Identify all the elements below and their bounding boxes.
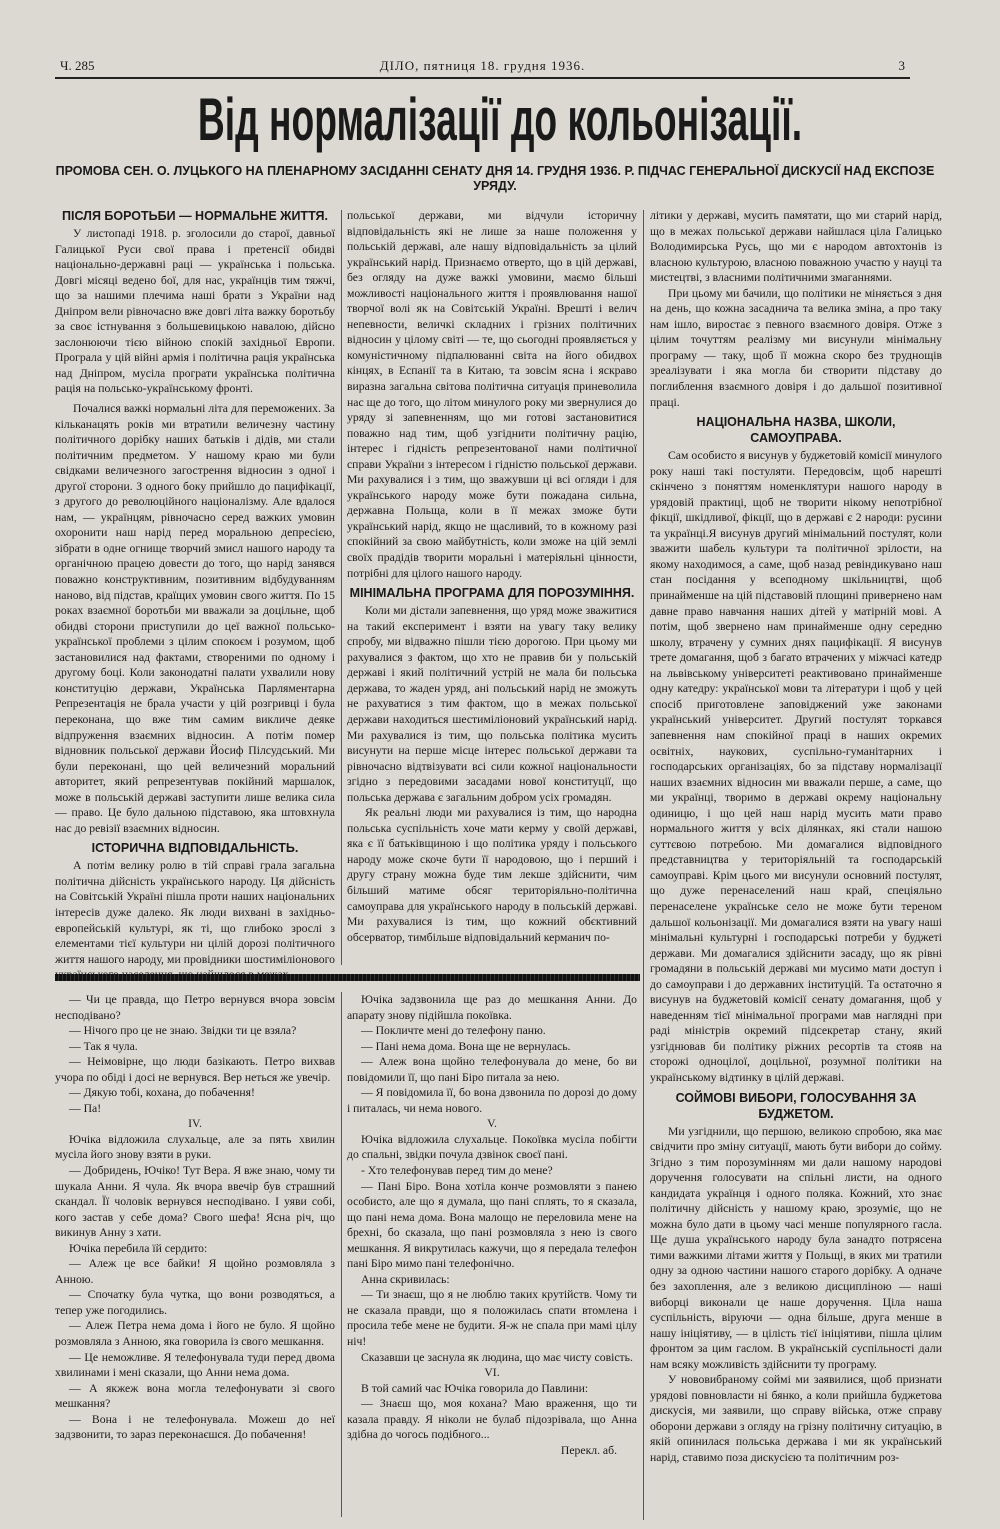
dialogue-line: — Так я чула. bbox=[69, 1039, 138, 1053]
dialogue-line: — Нічого про це не знаю. Звідки ти це взяла? bbox=[69, 1024, 297, 1038]
article-column-2 bbox=[347, 208, 637, 966]
dialogue-line: — А якжеж вона могла телефонувати зі свого мешкання? bbox=[55, 1381, 335, 1411]
dialogue-line: — Спочатку була чутка, що вони розводяться, а тепер уже погодились. bbox=[55, 1288, 335, 1317]
dialogue-line: — Алеж Петра нема дома і його не було. Я щойно розмовляла з Анною, яка говорила із свого мешкання. bbox=[55, 1319, 335, 1349]
paragraph: А потім велику ролю в тій справі грала загальна політична дійсність українського народу. Ця дійсність на Совітській Україні пішла проти наших національних інтересів дуже далеко. Як люди вихвані в західньо-европейській культурі, як ті, що глибоко зрослі з елементами тієї культури ни цілій дорозі політичного життя нашого народу, ми провідники шостиміліонового bbox=[55, 859, 335, 966]
dialogue-line: — Алеж вона щойно телефонувала до мене, бо ви повідомили її, що пані Біро питала за нею. bbox=[347, 1055, 637, 1084]
dialogue-line: Ючіка задзвонила ще раз до мешкання Анни. До апарату знову підійшла покоївка. bbox=[347, 993, 637, 1022]
section-heading: НАЦІОНАЛЬНА НАЗВА, ШКОЛИ, САМОУПРАВА. bbox=[696, 415, 896, 446]
dialogue-line: — Я повідомила її, бо вона дзвонила по дорозі до дому і питалась, чи нема нового. bbox=[347, 1086, 637, 1115]
dialogue-line: Ючіка перебила їй сердито: bbox=[69, 1241, 208, 1255]
dialogue-line: Ючіка відложила слухальце. Покоївка мусіла побігти до спальні, звідки почула дзвінок своєї пані. bbox=[347, 1132, 637, 1162]
dialogue-line: — Добридень, Ючіко! Тут Вера. Я вже знаю, чому ти шукала Анни. Я чула. Як вчора ввечір був страшний скандал. Її чоловік вернувся несподівано. І уяви собі, кого застав у себе дома? Свого шефа! Ясна річ, що викинув Анну з хати. bbox=[55, 1164, 335, 1240]
section-heading: ПІСЛЯ БОРОТЬБИ — НОРМАЛЬНЕ ЖИТТЯ. bbox=[62, 209, 328, 223]
dialogue-line: — Пані нема дома. Вона ще не вернулась. bbox=[361, 1039, 571, 1053]
feuilleton-separator bbox=[55, 974, 640, 981]
column-divider bbox=[643, 210, 644, 1520]
section-heading: СОЙМОВІ ВИБОРИ, ГОЛОСУВАННЯ ЗА БУДЖЕТОМ. bbox=[675, 1090, 917, 1121]
chapter-number: VI. bbox=[484, 1366, 500, 1380]
dialogue-line: Анна скривилась: bbox=[361, 1272, 450, 1286]
chapter-number: V. bbox=[487, 1117, 497, 1131]
column-divider bbox=[341, 210, 342, 965]
column-divider bbox=[341, 992, 342, 1517]
page-number: 3 bbox=[898, 58, 905, 73]
article-column-3 bbox=[650, 208, 942, 1520]
dialogue-line: — Чи це правда, що Петро вернувся вчора зовсім несподівано? bbox=[55, 993, 335, 1022]
page-header bbox=[55, 57, 910, 79]
paragraph: Почалися важкі нормальні літа для переможених. За кільканацять років ми втратили величезну частину політичного дорібку наших батьків і дідів, ми стали політичним предметом. У нашому краю ми були свідками величезного загострення відносин з одної і другої сторони. З одного боку прийшло до пацифікації, з другого до революційного націоналізму. Але вдалося нам, — українцям, рівночасно серед важких умовин охоронити наш нарід перед моральною депресією, зібрати в одне огнище творчий змисл нашого народу та органічною працею довести до того, що нарід занявся поважно конструктивним, позитивним відбудуванням наново, від підстав, країщих умовин свого життя. По 15 роках взаємної боротьби ми вважали за доцільне, щоб обидві сторони приступили до цеї важної польсько-української проблеми з цілим спокоєм і розумом, щоб застановилися над фактами, створеними по одному і другому боці. Коли законодатні палати ухвалили нову конституцію держави, Українська Парляментарна Репрезентація не брала участи у цій розгривці і була переконана, що вже тим самим викличе деяке відпруження взаємних відносин. А потім помер відновник польської держави Йосиф Пілсудський. Ми були переконані, що цей величезний моральний авторитет, який репрезентував покійний маршалок, може в польській державі заступити лише велика сила — право. Це було дальною підставою, яка штовхнула нас до ревізії взаємних відносин. bbox=[55, 402, 335, 835]
paragraph: При цьому ми бачили, що політики не міняється з дня на день, що кожна засаднича та велика зміна, а про таку нам ішло, виростає з певного взаємного довіря. Отже з цілим точуттям реалізму ми висунули мінімальну програму — таку, щоб її можна скоро без труднощів зреалізувати і яка могла би створити підставу до поглиблення взаємного довіря і до дальшої позитивної праці. bbox=[650, 286, 942, 409]
translator-signature: Перекл. аб. bbox=[560, 1443, 617, 1457]
dialogue-line: — Пані Біро. Вона хотіла конче розмовляти з панею особисто, але що я думала, що пані сплять, то я сказала, що пані нема дома. Вона малощо не переловила мене на брехні, бо сказала, що пані розмовляла з нею із свого мешкання. Я викрутилась кажучи, що я передала телефон пані Біро мимо пані телефонічно. bbox=[347, 1179, 637, 1271]
dialogue-line: — Покличте мені до телефону паню. bbox=[361, 1024, 546, 1038]
paragraph: У листопаді 1918. р. зголосили до старої, давньої Галицької Руси свої права і претенсії обидві національно-державні раці — українська і польська. Довгі місяці ведено бої, для нас, українців тим тяжчі, що за нашими плечима наші брати з України над Дніпром вели рівночасно вже довгі літа важку боротьбу за своє істнування з большевицькою навалою, дійсно заслонюючи тією війною спокій західньої Европи. Програла у цій війні армія і політична рація українська над Дніпром, мусіла програти українська політична рація на польсько-українському фронті. bbox=[55, 227, 335, 396]
paragraph: Як реальні люди ми рахувалися із тим, що народна польська суспільність хоче мати керму у своїй державі, яка є її батьківщиною і що політика уряду і польського народу може скоче бути її народовою, що і перший і другу страну можна буде тим лекше здійснити, чим більший матиме обсяг територіяльно-політична самоуправа для українського народу в польській державі. Ми рахувалися із тим, що кожний обєктивний обсерватор, тимбільше відповідальний керманич по- bbox=[347, 806, 637, 944]
chapter-number: IV. bbox=[188, 1117, 202, 1131]
dialogue-line: Сказавши це заснула як людина, що має чисту совість. bbox=[361, 1350, 633, 1364]
paragraph: польської держави, ми відчули історичну відповідальність які не лише за наше положення у польській державі, але нашу відповідальність за цілий український нарід. Признаємо отверто, що в цій державі, без огляду на дуже важкі умовини, маємо більші можливості національного життя і проявлювання нашої творчої волі як на Совітській Україні. Врешті і велич непевности, величкі складних і грізних політичних відносин у цілому світі — те, що сьогодні проявляється у комуністичному підпалюванні світа на його обидвох кінцях, в Еспанії та в Китаю, та зовсім ясна і яскраво виразна загальна світова політична ситуація приневолила нас ще до того, що літом минулого року ми звернулися до уряду зі запевненням, що ми готові застановитися поважно над тим, щоб узгіднити політичну рацію, інтерес і гідність репрезентованої нами політичної справи України з інтересом і гідністю польської держави. Ми рахувалися і з тим, що зважувши ці всі огляди і для українського народу може бути пожадана сильна, державна Польща, коли в її межах зможе бути український нарід, якщо не щасливий, то в кожному разі спокійний за свою майбутність, коли зможе на цій землі своїх прадідів творити моральні і матеріяльні цінности, потрібні для цілого нашого народу. bbox=[347, 209, 637, 580]
dialogue-line: Ючіка відложила слухальце, але за пять хвилин мусіла його знову взяти в руки. bbox=[55, 1132, 335, 1162]
masthead-date: ДІЛО, пятниця 18. грудня 1936. bbox=[379, 58, 586, 73]
paragraph: Ми узгіднили, що першою, великою спробою, яка має свідчити про зміну ситуації, мають бути вибори до сойму. Згідно з тим порозумінням ми дали нашому народові доручення голосувати на спільні листи, на одного кандидата українця і одного поляка. Кожний, хто знає політичну дійсність у нашому краю, зрозуміє, що не можна було дати в цьому часі менше популярного гасла. Ще душа українського народу була занадто потрясена тими важкими літами життя у Польщі, в яких ми тратили одну за одною частини нашого старого дорібку. А одначе без захоплення, але з великою дисципліною — наші виборці виконали це наше доручення. Ціла наша суспільність, віруючи — одна більше, друга менше в нашу ініціятиву, — в цілість тієї ініціятиви, пішла цілим фронтом за цим гаслом. В українській суспільності дали нам всяку можливість здійснити ту програму. bbox=[650, 1124, 942, 1371]
story-column-2 bbox=[347, 992, 637, 1520]
dialogue-line: — Вона і не телефонувала. Можеш до неї задзвонити, то зараз переконаєшся. До побачення! bbox=[55, 1412, 335, 1442]
dialogue-line: — Дякую тобі, кохана, до побачення! bbox=[69, 1086, 255, 1100]
dialogue-line: В той самий час Ючіка говорила до Павлини: bbox=[361, 1381, 589, 1395]
dialogue-line: — Алеж це все байки! Я щойно розмовляла з Анною. bbox=[55, 1257, 335, 1286]
dialogue-line: — Ти знаєш, що я не люблю таких крутійств. Чому ти не сказала правди, що я положилась спати втомлена і просила тебе мене не будити. Я-ж не спала при мамі цілу ніч! bbox=[347, 1288, 637, 1349]
section-heading: МІНІМАЛЬНА ПРОГРАМА ДЛЯ ПОРОЗУМІННЯ. bbox=[349, 586, 635, 601]
story-column-1 bbox=[55, 992, 335, 1520]
dialogue-line: — Це неможливе. Я телефонувала туди перед двома хвилинами і мені сказали, що Анни нема дома. bbox=[55, 1350, 335, 1380]
paragraph: Коли ми дістали запевнення, що уряд може зважитися на такий експеримент і взяти на увагу таку велику спробу, ми відважно пішли тією дорогою. При цьому ми рахувалися з фактом, що хто не правив би у польській державі і який політичний устрій не мала би польська держава, то жаден уряд, ані польський нарід не зможуть не рахуватися з тим фактом, що в межах польської держави находиться шестиміліоновий український нарід. Ми рахувалися із тим, що польська політика мусить висунути на перше місце інтерес польської держави та рівночасно відтвізувати всі сили кожної національности згідно з передовими засадами нової конституції, що польська держава є загальним добром усіх громадян. bbox=[347, 604, 637, 804]
article-subtitle: ПРОМОВА СЕН. О. ЛУЦЬКОГО НА ПЛЕНАРНОМУ ЗАСІДАННІ СЕНАТУ ДНЯ 14. ГРУДНЯ 1936. Р. ПІДЧАС ГЕНЕРАЛЬНОЇ ДИСКУСІЇ НАД ЕКСПОЗЕ УРЯДУ. bbox=[55, 164, 935, 193]
section-heading: ІСТОРИЧНА ВІДПОВІДАЛЬНІСТЬ. bbox=[91, 841, 299, 856]
dialogue-line: — Па! bbox=[69, 1101, 102, 1115]
dialogue-line: — Неімовірне, що люди базікають. Петро вихвав учора по обіді і досі не вернувся. Вер неться же увечір. bbox=[55, 1055, 335, 1084]
article-column-1 bbox=[55, 208, 335, 966]
paragraph: У нововибраному соймі ми заявилися, щоб признати урядові повновласти ні бянко, а коли прийшла буджетова дискусія, ми заявили, що справу війська, отже справу оборони держави з огляду на грізну політичну ситуацію, в якій опинилася польська держава і ми як український нарід, ставимо поза дискусією та політичним роз- bbox=[650, 1373, 942, 1465]
paragraph: Сам особисто я висунув у буджетовій комісії минулого року наші такі постуляти. Передовсім, щоб нарешті скінчено з поняттям номенклятури нашого народу в урядовій практиці, щоб не творити нікому непотрібної фікції, шкідливої, фікції, що в державі є 2 народи: русини та українці.Я висунув другий мінімальний постулят, коли зважити шабель культури та політичної зрілости, на якому находимося, а саме, щоб назад ревіндикувано наш стан посідання у всеподному шкільництві, щоб принайменше на цій підставовій площині привернено нам давне право навчання наших дітей у матірній мові. А потім, щоб звернено нам принайменше одну середню школу, втрачену у сумних днях пацифікації. Я висунув трете домагання, щоб з багато втрачених у міжчасі катедр на львівському університеті реактивовано принайменше одну катедру: української мови та літератури і щоб у цей спосіб приготовлене заповіджений уже законами український університет. Другий постулят торкався запевнення нам спокійної праці в наших окремих освітніх, наукових, суспільно-гуманітарних і господарських організаціях, бо за підставу нормалізації наших взаємних відносин ми вважали перше, а саме, що ми українці, творимо в державі окрему національну одиницю, і що цей наш нарід мусить мати право нормального життя у всіх ділянках, які стали нашою суттєвою потребою. Ми домагалися відповідного представництва у територіяльній та господарській самоуправі. Крім цього ми висунули основний постулят, що дуже перенаселений наш край, спеціяльно перенаселене українське село не може бути тереном дальшої кольонізації. Ми домагалися взяти на увагу наші мінімальні культурні і господарські потреби у буджеті держави. Ми домагалися здійснити засаду, що як рівні громадяни в польській державі ми мусимо мати доступ і до самоуправи і до державних інституцій. Та остаточно я висунув на буджетовій комісії сенату домагання, щоб у наведенням тієї мінімальної програми мав наглядні при раді міністрів окремий підсекретар стану, який узгіднював би політику ріжних ресортів та стояв на сторожі одноцілої, доцільної, розумної політики на українському відтинку в цілій державі. bbox=[650, 449, 942, 1084]
issue-number: Ч. 285 bbox=[60, 58, 95, 73]
paragraph: літики у державі, мусить памятати, що ми старий нарід, що в межах польської держави найшлася ціла Галицько Володимирська Русь, що ми є народом автохтонів із власною культурою, власною поважною участю у науці та мистецтві, з власними політичними змаганнями. bbox=[650, 209, 942, 285]
dialogue-line: - Хто телефонував перед тим до мене? bbox=[361, 1164, 553, 1178]
dialogue-line: — Знаєш що, моя кохана? Маю враження, що ти казала правду. Я ніколи не булаб підозрівала, що Анна здібна до чогось подібного... bbox=[347, 1397, 637, 1442]
article-title: Від нормалізації до кольонізації. bbox=[197, 86, 803, 153]
